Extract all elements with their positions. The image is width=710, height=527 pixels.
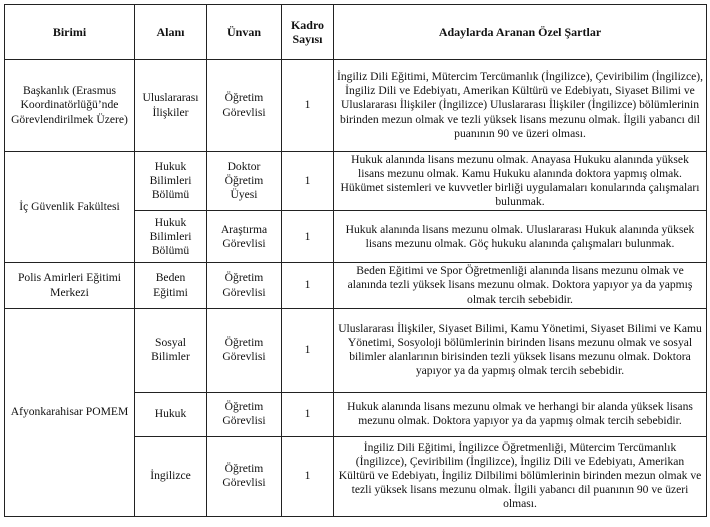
cell-unvan: Araştırma Görevlisi: [207, 211, 282, 263]
cell-alan: İngilizce: [135, 436, 207, 516]
header-row: [5, 5, 707, 60]
cell-sartlar: Uluslararası İlişkiler, Siyaset Bilimi, Kamu Yönetimi, Siyaset Bilimi ve Kamu Yönetimi, Sosyoloji bölümlerinin birinden lisans mezunu olmak ve sosyal bilimler alanlarının birisinden tezli yüksek lisans mezunu olmak. Doktora yapıyor ya da yapmış olmak tercih sebebidir.: [334, 308, 707, 392]
unit-polis: Polis Amirleri Eğitimi Merkezi: [5, 263, 135, 308]
cell-alan: Hukuk Bilimleri Bölümü: [135, 152, 207, 211]
cell-kadro: 1: [282, 436, 334, 516]
cell-kadro: 1: [282, 211, 334, 263]
table-row: [5, 152, 707, 211]
cell-unvan: Öğretim Görevlisi: [207, 436, 282, 516]
cell-kadro: 1: [282, 392, 334, 436]
cell-alan: Hukuk Bilimleri Bölümü: [135, 211, 207, 263]
table-row: [5, 263, 707, 308]
cell-kadro: 1: [282, 60, 334, 152]
cell-kadro: 1: [282, 308, 334, 392]
cell-sartlar: İngiliz Dili Eğitimi, Mütercim Tercümanlık (İngilizce), Çeviribilim (İngilizce), İngiliz Dili ve Edebiyatı, Amerikan Kültürü ve Edebiyatı, Siyaset Bilimi ve Uluslararası İlişkiler (İngilizce) Uluslararası İlişkiler (İngilizce) bölümlerinin birinden mezun olmak ve tezli yüksek lisans mezunu olmak. İlgili yabancı dil puanının 90 ve üzeri olması.: [334, 60, 707, 152]
cell-sartlar: İngiliz Dili Eğitimi, İngilizce Öğretmenliği, Mütercim Tercümanlık (İngilizce), Çeviribilim (İngilizce), İngiliz Dili ve Edebiyatı, Amerikan Kültürü ve Edebiyatı, İngiliz Dilbilimi bölümlerinin birinden mezun olmak ve tezli yüksek lisans mezunu olmak. İlgili yabancı dil puanının 90 ve üzeri olması.: [334, 436, 707, 516]
cell-kadro: 1: [282, 263, 334, 308]
cell-sartlar: Beden Eğitimi ve Spor Öğretmenliği alanında lisans mezunu olmak ve alanında tezli yüksek lisans mezunu olmak. Doktora yapıyor ya da yapmış olmak tercih sebebidir.: [334, 263, 707, 308]
cell-unvan: Öğretim Görevlisi: [207, 60, 282, 152]
header-kadro: Kadro Sayısı: [282, 5, 334, 60]
unit-pomem: Afyonkarahisar POMEM: [5, 308, 135, 516]
unit-guvenlik: İç Güvenlik Fakültesi: [5, 152, 135, 263]
cell-alan: Sosyal Bilimler: [135, 308, 207, 392]
cell-unvan: Doktor Öğretim Üyesi: [207, 152, 282, 211]
cell-kadro: 1: [282, 152, 334, 211]
cell-sartlar: Hukuk alanında lisans mezunu olmak. Anayasa Hukuku alanında yüksek lisans mezunu olmak. Kamu Hukuku alanında doktora yapmış olmak. Hükümet sistemleri ve kuvvetler birliği uygulamaları konularında çalışmaları bulunmak.: [334, 152, 707, 211]
cell-unvan: Öğretim Görevlisi: [207, 308, 282, 392]
cell-sartlar: Hukuk alanında lisans mezunu olmak. Uluslararası Hukuk alanında yüksek lisans mezunu olmak. Göç hukuku alanında çalışmaları bulunmak.: [334, 211, 707, 263]
cell-alan: Beden Eğitimi: [135, 263, 207, 308]
header-alani: Alanı: [135, 5, 207, 60]
cell-unvan: Öğretim Görevlisi: [207, 392, 282, 436]
positions-table: [4, 4, 707, 517]
header-unvan: Ünvan: [207, 5, 282, 60]
cell-unvan: Öğretim Görevlisi: [207, 263, 282, 308]
table-row: [5, 308, 707, 392]
header-birimi: Birimi: [5, 5, 135, 60]
table-row: [5, 60, 707, 152]
header-sartlar: Adaylarda Aranan Özel Şartlar: [334, 5, 707, 60]
cell-sartlar: Hukuk alanında lisans mezunu olmak ve herhangi bir alanda yüksek lisans mezunu olmak. Doktora yapıyor ya da yapmış olmak tercih sebebidir.: [334, 392, 707, 436]
unit-baskanlik: Başkanlık (Erasmus Koordinatörlüğü’nde Görevlendirilmek Üzere): [5, 60, 135, 152]
cell-alan: Uluslararası İlişkiler: [135, 60, 207, 152]
cell-alan: Hukuk: [135, 392, 207, 436]
